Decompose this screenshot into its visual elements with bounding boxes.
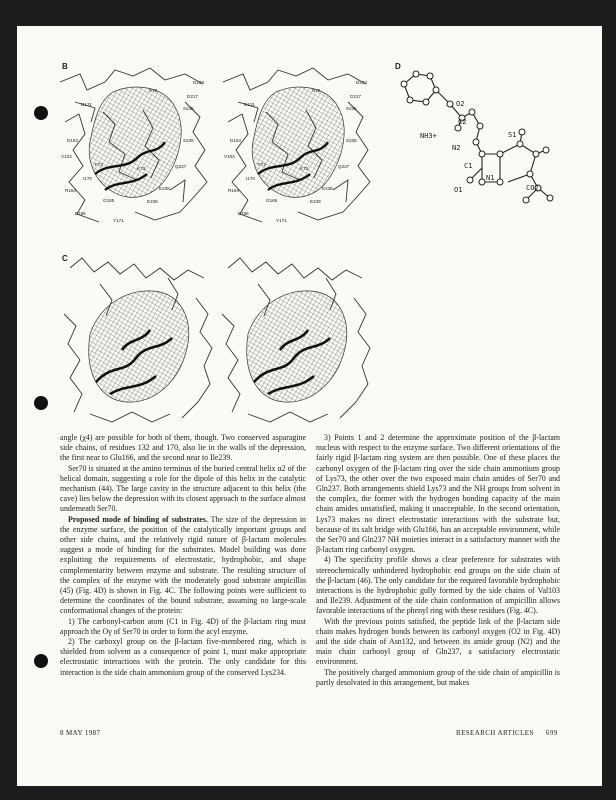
- residue-label: F72: [95, 162, 103, 167]
- residue-label: F72: [258, 162, 266, 167]
- residue-label: G165: [266, 198, 278, 203]
- residue-label: E166: [75, 211, 86, 216]
- residue-label: D163: [67, 138, 78, 143]
- right-text-column: [316, 433, 560, 688]
- residue-label: R164: [228, 188, 239, 193]
- atom-label-n2: N2: [452, 144, 461, 152]
- residue-label: Q237: [175, 164, 187, 169]
- page-number: 699: [545, 729, 558, 737]
- paragraph: The positively charged ammonium group of the side chain of ampicillin is partly desolvated in this arrangement, but makes: [316, 667, 560, 687]
- footer-date: 8 MAY 1987: [60, 729, 101, 737]
- paragraph: Proposed mode of binding of substrates. The size of the depression in the enzyme surface, the position of the catalytically important groups and other side chains, and the relatively rigid nature of β-lactam molecules suggest a mode of binding for the substrates. Model building was done exploiting the requirements of electrostatic, hydrophobic, and shape complementarity between enzyme and substrate. The resulting structure of the complex of the enzyme with the moderately good substrate ampicillin (45) (Fig. 4D) is shown in Fig. 4C. The following points were sufficient to determine the coordinates of the bound substrate, assuming no large-scale conformational changes of the protein:: [60, 514, 307, 616]
- residue-label: D233: [193, 80, 204, 85]
- residue-label: S236: [183, 138, 194, 143]
- residue-label: I170: [246, 176, 255, 181]
- residue-label: Y171: [276, 218, 287, 223]
- residue-label: E238: [159, 186, 170, 191]
- atom-label-o1: O1: [454, 186, 463, 194]
- paragraph: 2) The carboxyl group on the β-lactam five-membered ring, which is shielded from solvent as a consequence of point 1, must make appropriate electrostatic interactions with the protein. The only candidate for this interaction is the side chain ammonium group of the conserved Lys234.: [60, 637, 306, 677]
- residue-label: Y171: [113, 218, 124, 223]
- paragraph: Ser70 is situated at the amino terminus of the buried central helix α2 of the helical domain, suggesting a role for the dipole of this helix in the catalytic mechanism (44). The large cavity in the structure adjacent to this helix (the cave) lies below the depression with its closest approach to the surface almost underneath Ser70.: [60, 463, 306, 514]
- residue-label: D233: [356, 80, 367, 85]
- paragraph: 1) The carbonyl-carbon atom (C1 in Fig. 4D) of the β-lactam ring must approach the Oγ of Ser70 in order to form the acyl enzyme.: [60, 616, 306, 636]
- footer-section-title: RESEARCH ARTICLES: [456, 729, 534, 737]
- paragraph: 3) Points 1 and 2 determine the approximate position of the β-lactam nucleus with respect to the enzyme surface. Two different orientations of the fairly rigid β-lactam ring system are then possible. One of these places the carbonyl oxygen of the β-lactam ring over the side chain ammonium group of Lys73, the other over the two exposed main chain amides of Ser70 and Gln237. Both arrangements shield Lys73 and the NH groups from solvent in the complex, the former with the hydrogen bonding capacity of the main chain amides unsatisfied, making it unacceptable. In the second orientation, Lys73 makes no direct electrostatic interactions with the substrate but, because of its salt bridge with Glu166, has an acceptable environment, while the Ser70 and Gln237 NH moieties interact in a satisfactory manner with the β-lactam ring carbonyl oxygen.: [316, 433, 560, 555]
- residue-label: S70: [312, 88, 321, 93]
- section-heading: Proposed mode of binding of substrates.: [68, 514, 208, 524]
- panel-b-stereo-right: [218, 62, 378, 227]
- residue-label: D217: [350, 94, 361, 99]
- panel-c-stereo-right: [218, 254, 378, 429]
- panel-b-stereo-left: [55, 62, 215, 227]
- residue-label: E239: [310, 199, 321, 204]
- residue-label: K73: [300, 166, 309, 171]
- residue-label: E166: [238, 211, 249, 216]
- footer-section: [456, 729, 558, 737]
- residue-label: K73: [137, 166, 146, 171]
- residue-label: V103: [61, 154, 72, 159]
- residue-label: S236: [346, 138, 357, 143]
- atom-label-c1: C1: [464, 162, 473, 170]
- residue-label: D217: [187, 94, 198, 99]
- paragraph: With the previous points satisfied, the peptide link of the β-lactam side chain makes hydrogen bonds between its carbonyl oxygen (O2 in Fig. 4D) and the side chain of Asn132, and between its amide group (N2) and the main chain carbonyl group of Gln237, a satisfactory electrostatic environment.: [316, 616, 560, 667]
- paragraph: angle (χ4) are possible for both of them, though. Two conserved asparagine side chains, of residues 132 and 170, also lie in the walls of the depression, the first near to Glu166, and the second near to Ile239.: [60, 433, 306, 463]
- residue-label: D163: [230, 138, 241, 143]
- panel-d-label: D: [395, 62, 401, 71]
- atom-label-nh3: NH3+: [420, 132, 437, 140]
- panel-c-label: C: [62, 254, 68, 263]
- panel-d-ampicillin-diagram: [390, 62, 570, 222]
- residue-label: E239: [147, 199, 158, 204]
- residue-label: S235: [346, 106, 357, 111]
- paragraph: 4) The specificity profile shows a clear preference for substrates with stereochemically unhindered hydrophobic end groups on the side chain of the β-lactam (46). The only candidate for the required favorable hydrophobic interactions is the hydrophobic gully formed by the side chains of Val103 and Ile239. Adjustment of the side chain conformation of ampicillin allows favorable interactions of the phenyl ring with these residues (Fig. 4C).: [316, 555, 560, 616]
- residue-label: E238: [322, 186, 333, 191]
- atom-label-s1: S1: [508, 131, 517, 139]
- residue-label: D131: [244, 102, 255, 107]
- atom-label-c2: C2: [458, 118, 467, 126]
- panel-c-stereo-left: [60, 254, 220, 429]
- panel-b-label: B: [62, 62, 68, 71]
- residue-label: S70: [149, 88, 158, 93]
- binder-hole-middle: [34, 396, 48, 410]
- residue-label: Q237: [338, 164, 350, 169]
- residue-label: D131: [81, 102, 92, 107]
- residue-label: S235: [183, 106, 194, 111]
- residue-label: R164: [65, 188, 76, 193]
- atom-label-o2: O2: [456, 100, 465, 108]
- atom-label-n1: N1: [486, 174, 495, 182]
- atom-label-co2: CO2-: [526, 184, 543, 192]
- binder-hole-bottom: [34, 654, 48, 668]
- residue-label: I170: [83, 176, 92, 181]
- residue-label: V103: [224, 154, 235, 159]
- left-text-column: [60, 433, 306, 678]
- binder-hole-top: [34, 106, 48, 120]
- residue-label: G165: [103, 198, 115, 203]
